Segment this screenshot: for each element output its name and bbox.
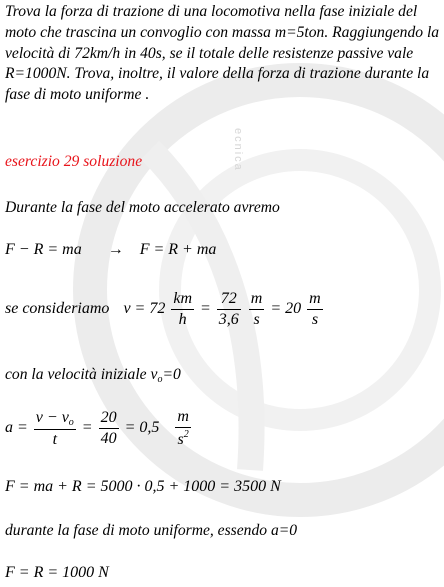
fraction-m-s: $\frac{m}{s}$ [250, 290, 263, 328]
fraction-m-s2: $\frac{m}{s^2}$ [177, 408, 189, 448]
final-equation: F = R = 1000 N [5, 564, 109, 581]
equation-newton [5, 241, 216, 259]
equation-rhs: F = R + ma [139, 241, 217, 258]
implies-arrow: → [107, 241, 124, 258]
fraction-delta-v-t: $\frac{v - v_o}{t}$ [35, 408, 74, 448]
watermark-text: ecnica [232, 128, 244, 172]
solution-heading: esercizio 29 soluzione [5, 153, 143, 170]
traction-force-equation: F = ma + R = 5000 · 0,5 + 1000 = 3500 N [5, 478, 281, 495]
equation-lhs: F − R = ma [5, 241, 82, 258]
uniform-motion-line: durante la fase di moto uniforme, essendo a=0 [5, 522, 298, 539]
fraction-20-40: $\frac{20}{40}$ [100, 409, 117, 447]
velocity-value: v = 72 [123, 300, 166, 318]
fraction-km-h: $\frac{km}{h}$ [173, 290, 192, 328]
problem-statement: Trova la forza di trazione di una locomotiva nella fase iniziale del moto che trascina un convoglio con massa m=5ton. Raggiungendo la velocità di 72km/h in 40s, se il totale delle resistenze passive vale R=1000N. Trova, inoltre, il valore della forza di trazione durante la fase di moto uniforme . [5, 3, 440, 104]
velocity-conversion: se consideriamo v = 72 $\frac{km}{h}$ = $\frac{72}{3,6}$ $\frac{m}{s}$ = 20 $\frac{m}{s}$ [5, 290, 321, 328]
acceleration-equation: a = $\frac{v - v_o}{t}$ = $\frac{20}{40}$ = 0,5 $\frac{m}{s^2}$ [5, 408, 189, 448]
initial-velocity-line: con la velocità iniziale $v_o=0$ [5, 366, 181, 385]
fraction-72-3-6: $\frac{72}{3,6}$ [218, 290, 239, 328]
fraction-m-s-result: $\frac{m}{s}$ [309, 290, 321, 328]
intro-line: Durante la fase del moto accelerato avremo [5, 199, 280, 216]
velocity-prefix: se consideriamo [5, 300, 110, 318]
